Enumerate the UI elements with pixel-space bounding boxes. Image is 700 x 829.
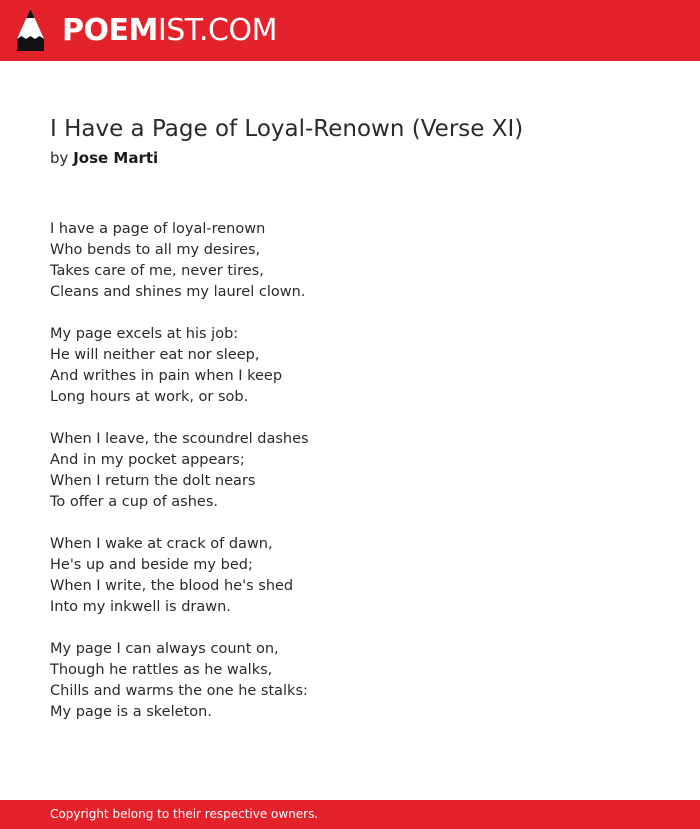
- stanza: [50, 639, 309, 723]
- pencil-tip-icon[interactable]: [17, 9, 44, 51]
- stanza: [50, 324, 309, 408]
- brand-light: IST.COM: [157, 13, 277, 48]
- poem-line: When I return the dolt nears: [50, 473, 256, 489]
- by-label: by: [50, 149, 69, 167]
- poem-line: And in my pocket appears;: [50, 452, 245, 468]
- poem-line: Who bends to all my desires,: [50, 242, 261, 258]
- site-footer: [0, 800, 700, 829]
- author-name: Jose Marti: [73, 149, 159, 167]
- site-header: [0, 0, 700, 61]
- poem-line: When I leave, the scoundrel dashes: [50, 431, 309, 447]
- poem-line: Takes care of me, never tires,: [50, 263, 264, 279]
- poem-body: [50, 219, 309, 744]
- poem-line: Long hours at work, or sob.: [50, 389, 249, 405]
- stanza: [50, 534, 309, 618]
- poem-line: He will neither eat nor sleep,: [50, 347, 260, 363]
- poem-line: My page excels at his job:: [50, 326, 239, 342]
- poem-line: My page is a skeleton.: [50, 704, 212, 720]
- poem-line: He's up and beside my bed;: [50, 557, 253, 573]
- brand-bold: POEM: [62, 13, 158, 48]
- poem-line: Though he rattles as he walks,: [50, 662, 273, 678]
- poem-line: My page I can always count on,: [50, 641, 279, 657]
- poem-title: I Have a Page of Loyal-Renown (Verse XI): [50, 116, 524, 142]
- poem-line: Chills and warms the one he stalks:: [50, 683, 308, 699]
- poem-line: When I write, the blood he's shed: [50, 578, 294, 594]
- stanza: [50, 429, 309, 513]
- poem-line: Cleans and shines my laurel clown.: [50, 284, 306, 300]
- poem-line: When I wake at crack of dawn,: [50, 536, 273, 552]
- poem-byline: [50, 149, 158, 167]
- poem-line: To offer a cup of ashes.: [50, 494, 218, 510]
- stanza: [50, 219, 309, 303]
- copyright-text: Copyright belong to their respective owners.: [50, 807, 319, 821]
- poem-line: I have a page of loyal-renown: [50, 221, 266, 237]
- poem-line: And writhes in pain when I keep: [50, 368, 283, 384]
- site-logo-text[interactable]: [62, 11, 277, 51]
- poem-line: Into my inkwell is drawn.: [50, 599, 231, 615]
